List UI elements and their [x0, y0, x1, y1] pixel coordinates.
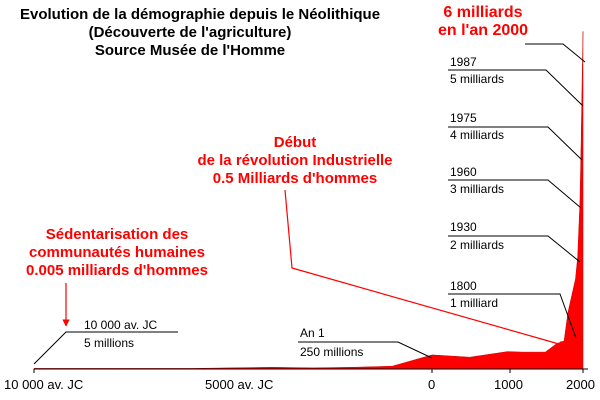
leader-line-2000 [525, 44, 585, 62]
label-1930-pop: 2 milliards [450, 238, 505, 252]
annotation-sedentarisation-line-2: communautés humaines [29, 244, 205, 261]
x-tick-label-10000bc: 10 000 av. JC [4, 377, 84, 392]
label-1800-year: 1800 [450, 279, 477, 293]
annotation-industrial-line-2: de la révolution Industrielle [197, 152, 393, 169]
arrow-industrial [285, 190, 566, 346]
label-an1-year: An 1 [300, 326, 325, 340]
annotation-now-line-2: en l'an 2000 [437, 22, 529, 39]
x-tick-label-0: 0 [428, 377, 436, 392]
label-1987-year: 1987 [450, 55, 477, 69]
title-line-1: Evolution de la démographie depuis le Néolithique [20, 6, 381, 23]
title-line-3: Source Musée de l'Homme [94, 42, 286, 59]
label-1987-pop: 5 milliards [450, 72, 505, 86]
label-1960-year: 1960 [450, 165, 477, 179]
label-an1-pop: 250 millions [300, 345, 364, 359]
x-tick-label-2000: 2000 [566, 377, 595, 392]
label-10000bc-year: 10 000 av. JC [84, 318, 158, 332]
annotation-sedentarisation-line-3: 0.005 milliards d'hommes [26, 262, 208, 279]
annotation-industrial-line-3: 0.5 Milliards d'hommes [212, 170, 378, 187]
label-1975-year: 1975 [450, 111, 477, 125]
label-10000bc-pop: 5 millions [84, 336, 135, 350]
label-1960-pop: 3 milliards [450, 182, 505, 196]
annotation-now-line-1: 6 milliards [443, 4, 523, 21]
annotation-sedentarisation-line-1: Sédentarisation des [45, 226, 189, 243]
title-line-2: (Découverte de l'agriculture) [88, 24, 292, 41]
label-1800-pop: 1 milliard [450, 296, 499, 310]
x-tick-label-1000: 1000 [494, 377, 523, 392]
label-1930-year: 1930 [450, 220, 477, 234]
x-tick-label-5000bc: 5000 av. JC [205, 377, 274, 392]
annotation-industrial-line-1: Début [273, 134, 317, 151]
label-1975-pop: 4 milliards [450, 128, 505, 142]
